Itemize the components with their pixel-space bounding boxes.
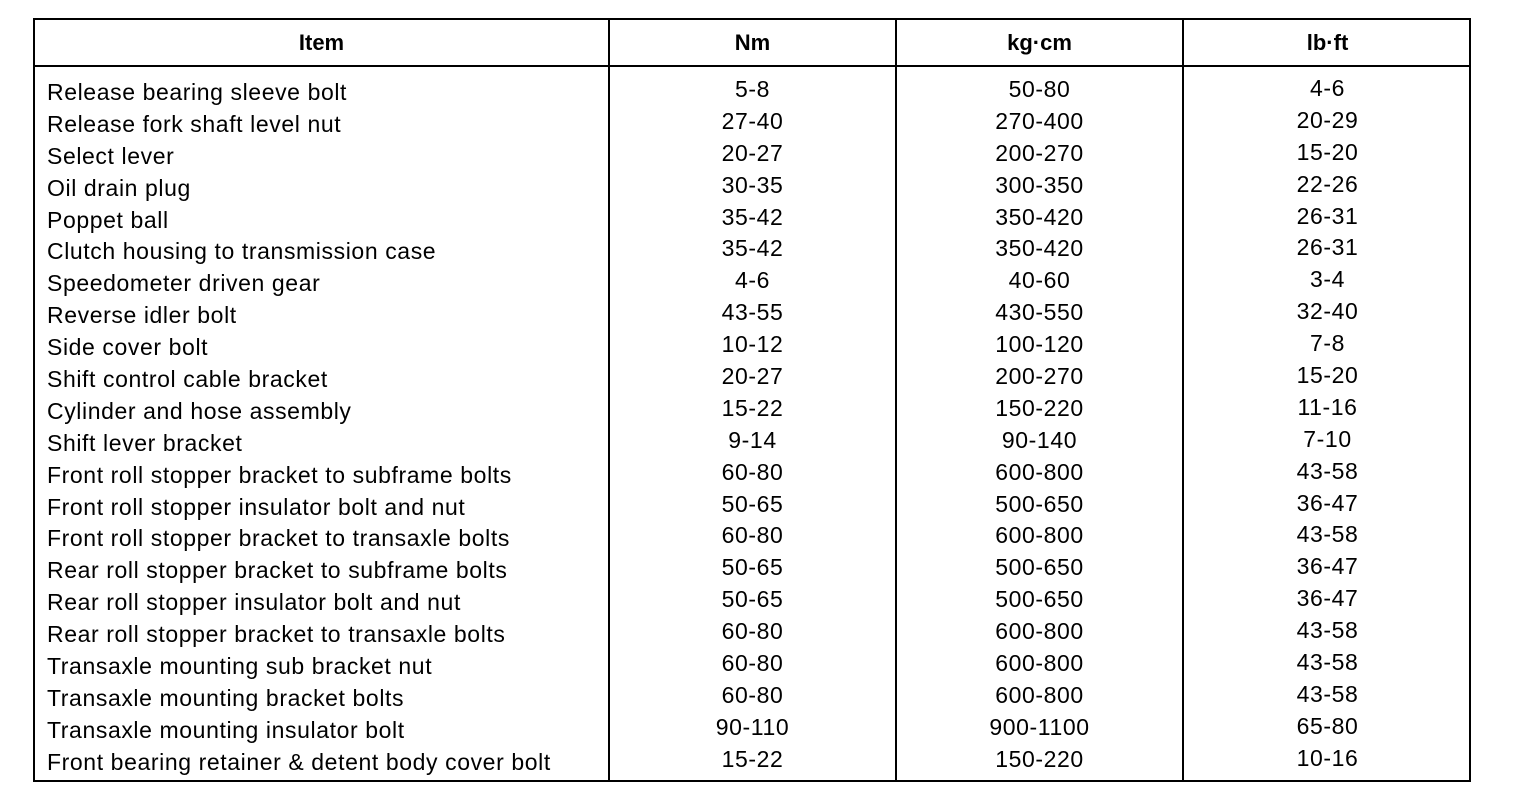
cell-item: Release bearing sleeve bolt bbox=[47, 79, 348, 105]
cell-item: Shift lever bracket bbox=[47, 429, 243, 456]
cell-lbft: 7-10 bbox=[1303, 425, 1352, 452]
cell-item: Side cover bolt bbox=[47, 334, 209, 361]
torque-spec-table bbox=[33, 18, 1471, 782]
cell-nm: 60-80 bbox=[721, 522, 784, 549]
cell-kgcm: 150-220 bbox=[995, 394, 1084, 421]
cell-item: Front bearing retainer & detent body cover bolt bbox=[47, 748, 551, 775]
cell-nm: 10-12 bbox=[721, 331, 784, 358]
table-body bbox=[35, 77, 1469, 779]
cell-kgcm: 300-350 bbox=[995, 171, 1084, 198]
cell-nm: 5-8 bbox=[734, 76, 771, 102]
cell-nm: 60-80 bbox=[721, 458, 784, 485]
cell-item: Poppet ball bbox=[47, 206, 169, 233]
cell-lbft: 10-16 bbox=[1296, 744, 1359, 771]
cell-kgcm: 350-420 bbox=[995, 235, 1084, 262]
cell-kgcm: 900-1100 bbox=[989, 713, 1090, 740]
header-nm: Nm bbox=[734, 30, 771, 55]
cell-kgcm: 500-650 bbox=[995, 490, 1084, 517]
cell-kgcm: 600-800 bbox=[995, 458, 1084, 485]
cell-nm: 35-42 bbox=[721, 235, 784, 262]
cell-kgcm: 270-400 bbox=[995, 107, 1084, 134]
cell-item: Reverse idler bolt bbox=[47, 302, 237, 329]
cell-nm: 50-65 bbox=[721, 586, 784, 613]
cell-kgcm: 500-650 bbox=[995, 586, 1084, 613]
header-lbft: lb·ft bbox=[1306, 30, 1349, 55]
header-kgcm: kg·cm bbox=[1007, 30, 1072, 55]
cell-item: Rear roll stopper insulator bolt and nut bbox=[47, 589, 461, 616]
cell-nm: 15-22 bbox=[721, 394, 784, 421]
cell-lbft: 43-58 bbox=[1296, 617, 1359, 644]
cell-item: Rear roll stopper bracket to transaxle bolts bbox=[47, 621, 506, 648]
cell-nm: 35-42 bbox=[721, 203, 784, 230]
header-item: Item bbox=[298, 30, 345, 55]
cell-item: Speedometer driven gear bbox=[47, 270, 321, 297]
cell-lbft: 43-58 bbox=[1296, 457, 1359, 484]
cell-kgcm: 50-80 bbox=[1008, 76, 1071, 102]
cell-item: Clutch housing to transmission case bbox=[47, 238, 437, 265]
cell-lbft: 15-20 bbox=[1296, 362, 1359, 389]
cell-nm: 50-65 bbox=[721, 554, 784, 581]
cell-lbft: 36-47 bbox=[1296, 489, 1359, 516]
cell-lbft: 43-58 bbox=[1296, 649, 1359, 676]
cell-item: Front roll stopper insulator bolt and nut bbox=[47, 493, 466, 520]
cell-lbft: 32-40 bbox=[1296, 298, 1359, 325]
cell-kgcm: 200-270 bbox=[995, 363, 1084, 390]
cell-nm: 27-40 bbox=[721, 107, 784, 134]
cell-kgcm: 430-550 bbox=[995, 299, 1084, 326]
cell-item: Cylinder and hose assembly bbox=[47, 397, 352, 424]
cell-nm: 15-22 bbox=[721, 745, 784, 772]
cell-kgcm: 600-800 bbox=[995, 618, 1084, 645]
cell-nm: 60-80 bbox=[721, 681, 784, 708]
cell-nm: 43-55 bbox=[721, 299, 784, 326]
cell-item: Rear roll stopper bracket to subframe bolts bbox=[47, 557, 508, 584]
cell-nm: 4-6 bbox=[734, 267, 771, 294]
cell-nm: 9-14 bbox=[728, 426, 777, 453]
cell-lbft: 65-80 bbox=[1296, 712, 1359, 739]
cell-nm: 90-110 bbox=[715, 713, 790, 740]
cell-item: Transaxle mounting insulator bolt bbox=[47, 716, 405, 743]
cell-kgcm: 90-140 bbox=[1001, 426, 1078, 453]
cell-nm: 50-65 bbox=[721, 490, 784, 517]
cell-lbft: 11-16 bbox=[1297, 393, 1358, 420]
cell-item: Transaxle mounting bracket bolts bbox=[47, 684, 405, 711]
cell-nm: 20-27 bbox=[721, 363, 784, 390]
cell-lbft: 22-26 bbox=[1296, 170, 1359, 197]
cell-item: Front roll stopper bracket to subframe bolts bbox=[47, 461, 512, 488]
cell-kgcm: 100-120 bbox=[995, 331, 1084, 358]
table-row bbox=[35, 744, 1469, 779]
cell-kgcm: 600-800 bbox=[995, 650, 1084, 677]
table-header-row bbox=[35, 20, 1469, 67]
cell-lbft: 15-20 bbox=[1296, 138, 1359, 165]
cell-nm: 60-80 bbox=[721, 618, 784, 645]
cell-item: Shift control cable bracket bbox=[47, 366, 328, 393]
cell-kgcm: 150-220 bbox=[995, 745, 1084, 772]
cell-nm: 20-27 bbox=[721, 139, 784, 166]
cell-nm: 60-80 bbox=[721, 650, 784, 677]
cell-item: Transaxle mounting sub bracket nut bbox=[47, 653, 433, 680]
cell-item: Front roll stopper bracket to transaxle bolts bbox=[47, 525, 510, 552]
cell-lbft: 36-47 bbox=[1296, 553, 1359, 580]
cell-lbft: 26-31 bbox=[1296, 234, 1359, 261]
cell-kgcm: 40-60 bbox=[1008, 267, 1071, 294]
cell-lbft: 26-31 bbox=[1296, 202, 1359, 229]
cell-lbft: 4-6 bbox=[1309, 75, 1346, 101]
cell-item: Release fork shaft level nut bbox=[47, 110, 342, 137]
cell-kgcm: 600-800 bbox=[995, 681, 1084, 708]
cell-item: Oil drain plug bbox=[47, 174, 191, 201]
cell-lbft: 43-58 bbox=[1296, 680, 1359, 707]
cell-lbft: 36-47 bbox=[1296, 585, 1359, 612]
cell-kgcm: 600-800 bbox=[995, 522, 1084, 549]
cell-lbft: 20-29 bbox=[1296, 106, 1359, 133]
cell-kgcm: 200-270 bbox=[995, 139, 1084, 166]
cell-kgcm: 500-650 bbox=[995, 554, 1084, 581]
cell-lbft: 43-58 bbox=[1296, 521, 1359, 548]
cell-lbft: 3-4 bbox=[1309, 266, 1346, 293]
cell-nm: 30-35 bbox=[721, 171, 784, 198]
cell-kgcm: 350-420 bbox=[995, 203, 1084, 230]
cell-lbft: 7-8 bbox=[1309, 330, 1346, 357]
cell-item: Select lever bbox=[47, 142, 175, 169]
